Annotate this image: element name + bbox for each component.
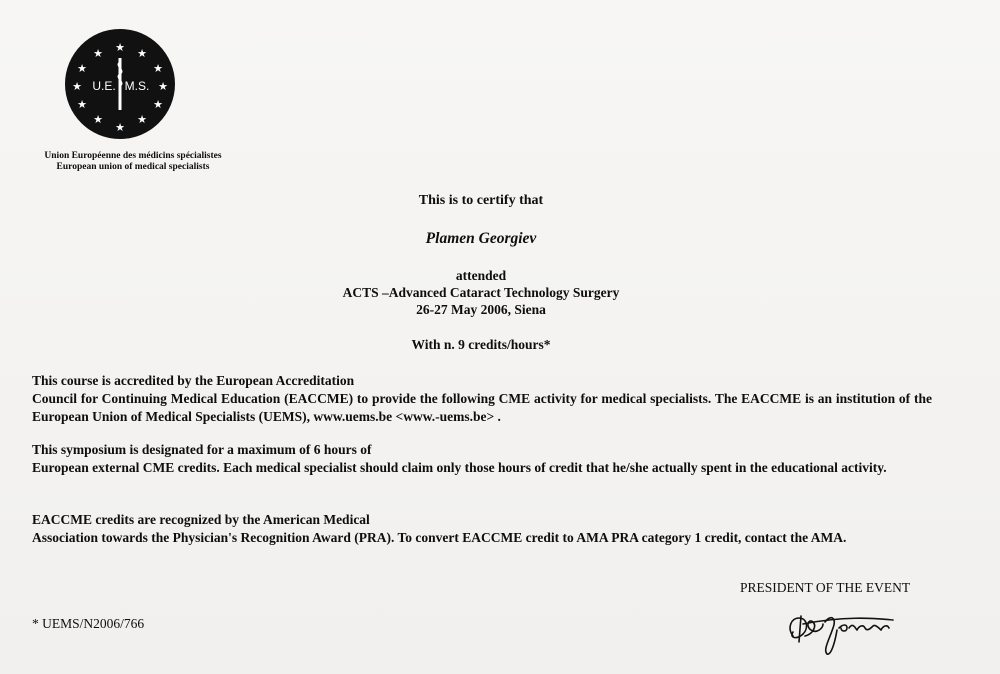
paragraph-body: Association towards the Physician's Recognition Award (PRA). To convert EACCME credit to AMA PRA category 1 credit, contact the AMA. (32, 530, 847, 545)
event-dates: 26-27 May 2006, Siena (416, 302, 546, 317)
svg-text:★: ★ (77, 62, 87, 75)
credits-text: With n. 9 credits/hours* (411, 337, 551, 352)
svg-text:★: ★ (158, 80, 168, 93)
logo-caption-line1: Union Européenne des médicins spécialistes (44, 151, 222, 161)
paragraph-first-line: This symposium is designated for a maximum of 6 hours of (32, 442, 372, 457)
footnote: * UEMS/N2006/766 (32, 616, 145, 631)
svg-text:★: ★ (77, 98, 87, 111)
ama-paragraph (32, 511, 932, 547)
logo-left-text: U.E. (92, 79, 116, 93)
attended-label: attended (455, 268, 507, 283)
svg-text:★: ★ (93, 47, 103, 60)
logo-caption-line2: European union of medical specialists (56, 162, 210, 172)
svg-text:★: ★ (153, 62, 163, 75)
uems-logo (64, 28, 176, 140)
paragraph-first-line: EACCME credits are recognized by the American Medical (32, 512, 370, 527)
event-block (0, 267, 962, 318)
svg-text:★: ★ (72, 80, 82, 93)
paragraph-body: Council for Continuing Medical Education (EACCME) to provide the following CME activity for medical specialists. The EACCME is an institution of the European Union of Medical Specialists (UEMS), www.uems.be <www.-uems.be> . (32, 391, 932, 424)
paragraph-first-line: This course is accredited by the European Accreditation (32, 373, 355, 388)
paragraph-body: European external CME credits. Each medical specialist should claim only those hours of credit that he/she actually spent in the educational activity. (32, 460, 887, 475)
recipient-name: Plamen Georgiev (425, 230, 537, 247)
certify-heading: This is to certify that (418, 193, 544, 208)
svg-text:★: ★ (115, 41, 125, 54)
designation-paragraph (32, 441, 932, 477)
accreditation-paragraph (32, 372, 932, 426)
event-title: ACTS –Advanced Cataract Technology Surgery (342, 285, 620, 300)
svg-text:★: ★ (137, 113, 147, 126)
president-signature (783, 598, 913, 658)
president-label: PRESIDENT OF THE EVENT (740, 580, 911, 595)
svg-text:★: ★ (137, 47, 147, 60)
svg-text:★: ★ (93, 113, 103, 126)
svg-text:★: ★ (153, 98, 163, 111)
logo-right-text: M.S. (124, 79, 150, 93)
logo-caption (33, 151, 233, 173)
svg-text:★: ★ (115, 121, 125, 134)
